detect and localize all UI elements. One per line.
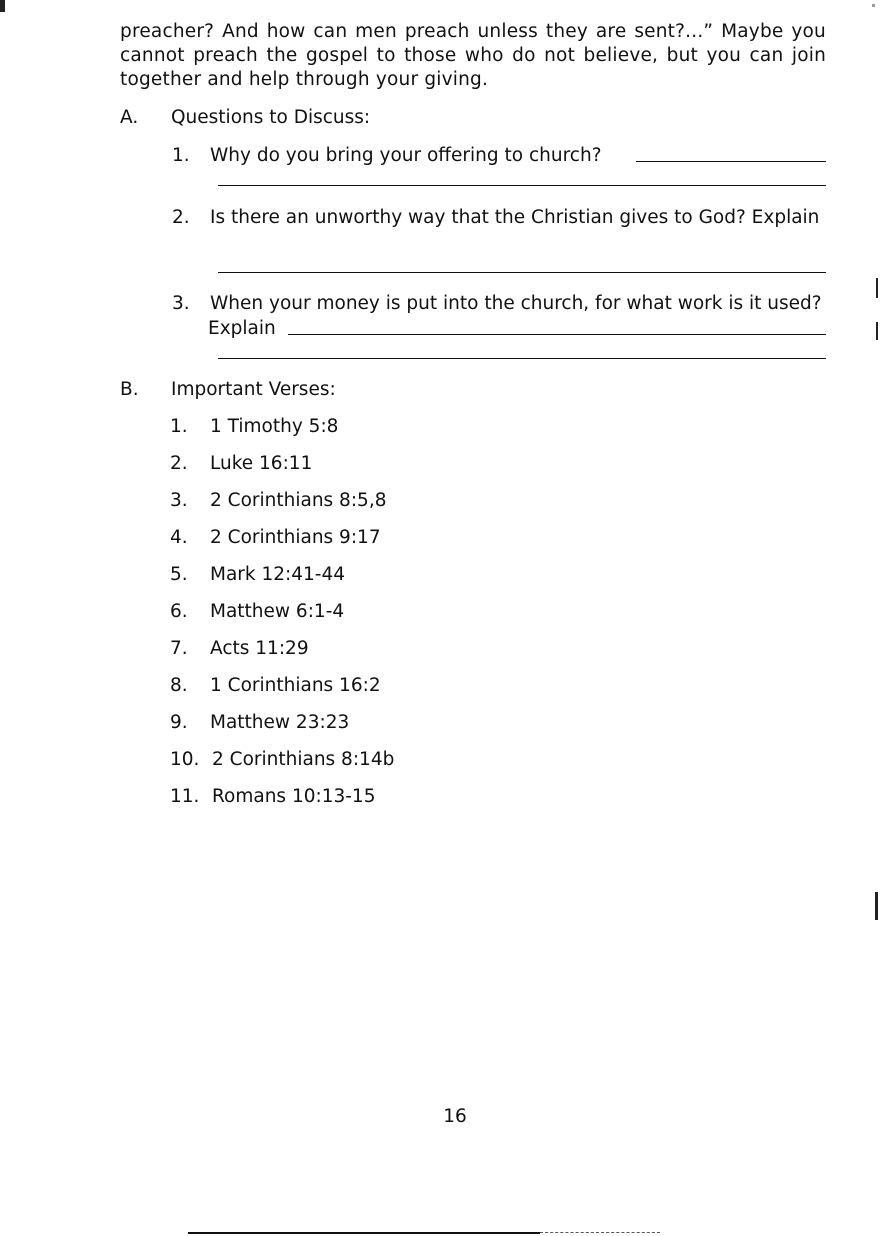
verse-number: 7. — [170, 638, 188, 659]
verse-item — [170, 526, 381, 550]
verse-reference: 2 Corinthians 8:5,8 — [210, 490, 387, 511]
verse-item — [170, 600, 344, 624]
answer-line[interactable] — [218, 358, 826, 359]
verse-item — [170, 489, 386, 513]
verse-reference: 2 Corinthians 8:14b — [212, 749, 395, 770]
verse-number: 9. — [170, 712, 188, 733]
verse-reference: 1 Timothy 5:8 — [210, 416, 339, 437]
verse-item — [170, 452, 312, 476]
verse-number: 8. — [170, 675, 188, 696]
question-number: 1. — [172, 145, 190, 166]
verse-reference: Matthew 6:1-4 — [210, 601, 345, 622]
verse-item — [170, 748, 394, 772]
verse-number: 1. — [170, 416, 188, 437]
verse-item — [170, 674, 381, 698]
section-b-letter: B. — [120, 379, 139, 400]
verse-item — [170, 563, 345, 587]
scan-speck — [0, 0, 5, 12]
scan-speck — [875, 892, 878, 920]
verse-reference: Romans 10:13-15 — [212, 786, 376, 807]
verse-number: 5. — [170, 564, 188, 585]
verse-reference: 2 Corinthians 9:17 — [210, 527, 381, 548]
verse-reference: Acts 11:29 — [210, 638, 309, 659]
bottom-rule-dashed — [540, 1232, 660, 1233]
question-text: Is there an unworthy way that the Christian gives to God? Explain — [210, 207, 820, 228]
verse-item — [170, 711, 349, 735]
section-a-letter: A. — [120, 107, 139, 128]
verse-item — [170, 785, 375, 809]
verse-number: 4. — [170, 527, 188, 548]
verse-number: 2. — [170, 453, 188, 474]
question-number: 3. — [172, 293, 190, 314]
page-number: 16 — [443, 1106, 467, 1127]
verse-number: 11. — [170, 786, 200, 807]
scan-speck — [876, 278, 878, 298]
question-text: Why do you bring your offering to church? — [210, 145, 602, 166]
verse-item — [170, 415, 338, 439]
section-b-title: Important Verses: — [171, 379, 336, 400]
question-text: When your money is put into the church, for what work is it used? — [210, 293, 822, 314]
verse-reference: Mark 12:41-44 — [210, 564, 346, 585]
verse-number: 3. — [170, 490, 188, 511]
section-a-title: Questions to Discuss: — [171, 107, 371, 128]
intro-paragraph: preacher? And how can men preach unless they are sent?...” Maybe you cannot preach the gospel to those who do not believe, but you can join together and help through your giving. — [120, 21, 826, 90]
bottom-rule — [188, 1232, 540, 1234]
verse-item — [170, 637, 309, 661]
answer-line[interactable] — [288, 334, 826, 335]
answer-line[interactable] — [218, 185, 826, 186]
question-text: Explain — [208, 318, 276, 339]
answer-line[interactable] — [636, 161, 826, 162]
verse-reference: Luke 16:11 — [210, 453, 313, 474]
scan-speck — [876, 322, 878, 340]
verse-reference: Matthew 23:23 — [210, 712, 350, 733]
answer-line[interactable] — [218, 272, 826, 273]
scan-speck — [872, 4, 875, 7]
verse-number: 6. — [170, 601, 188, 622]
verse-reference: 1 Corinthians 16:2 — [210, 675, 381, 696]
question-number: 2. — [172, 207, 190, 228]
verse-number: 10. — [170, 749, 200, 770]
